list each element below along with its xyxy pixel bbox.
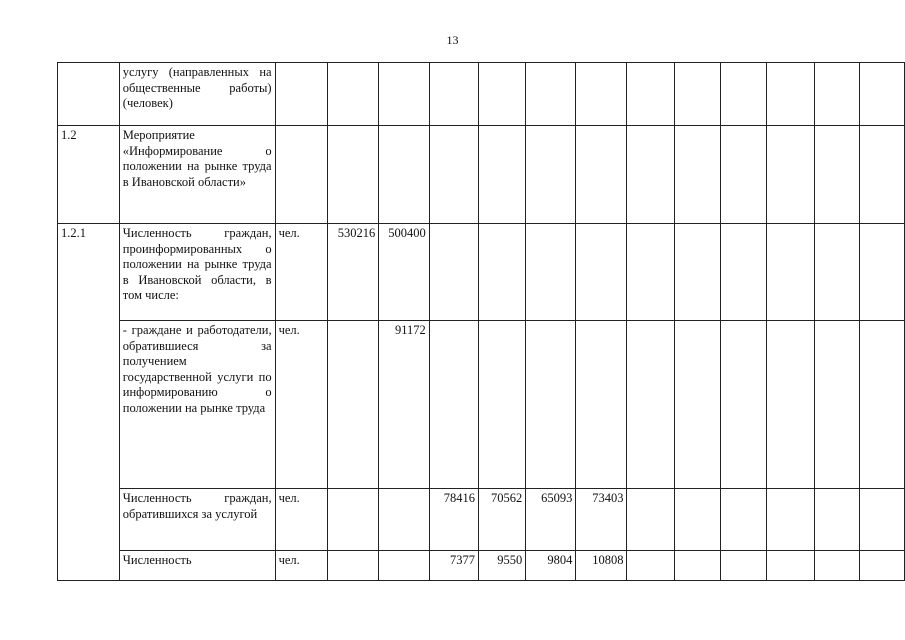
value-cell — [814, 126, 859, 224]
value-cell — [478, 126, 525, 224]
table-row — [58, 63, 905, 126]
value-cell — [526, 224, 576, 321]
row-description-cell: Численность граждан, проинформированных о положении на рынке труда в Ивановской области, в том числе: — [119, 224, 275, 321]
row-code-cell: 1.2.1 — [58, 224, 120, 581]
value-cell: 530216 — [327, 224, 378, 321]
value-cell — [627, 489, 675, 551]
row-code-cell: 1.2 — [58, 126, 120, 224]
value-cell — [721, 321, 766, 489]
value-cell — [766, 63, 814, 126]
row-unit-cell: чел. — [275, 551, 327, 581]
value-cell: 9804 — [526, 551, 576, 581]
value-cell — [627, 126, 675, 224]
value-cell — [327, 321, 378, 489]
value-cell — [379, 489, 430, 551]
row-unit-cell — [275, 63, 327, 126]
value-cell — [627, 551, 675, 581]
value-cell — [429, 126, 478, 224]
value-cell — [766, 224, 814, 321]
value-cell — [379, 126, 430, 224]
value-cell — [859, 489, 904, 551]
value-cell: 10808 — [576, 551, 627, 581]
value-cell — [379, 551, 430, 581]
value-cell — [627, 63, 675, 126]
value-cell — [721, 63, 766, 126]
value-cell — [766, 321, 814, 489]
value-cell — [721, 126, 766, 224]
table-row — [58, 224, 905, 321]
table-row — [58, 489, 905, 551]
value-cell — [859, 551, 904, 581]
value-cell — [814, 321, 859, 489]
value-cell — [814, 63, 859, 126]
row-description-cell: Мероприятие «Информирование о положении на рынке труда в Ивановской области» — [119, 126, 275, 224]
value-cell — [859, 321, 904, 489]
value-cell — [526, 126, 576, 224]
value-cell — [327, 489, 378, 551]
value-cell — [766, 551, 814, 581]
value-cell — [675, 126, 721, 224]
value-cell — [327, 126, 378, 224]
value-cell: 73403 — [576, 489, 627, 551]
value-cell — [576, 63, 627, 126]
value-cell — [814, 489, 859, 551]
value-cell — [379, 63, 430, 126]
value-cell — [721, 551, 766, 581]
value-cell — [429, 63, 478, 126]
value-cell — [766, 126, 814, 224]
value-cell — [429, 224, 478, 321]
value-cell — [675, 321, 721, 489]
value-cell — [576, 321, 627, 489]
value-cell: 65093 — [526, 489, 576, 551]
value-cell — [675, 63, 721, 126]
indicators-table — [57, 62, 905, 581]
value-cell: 500400 — [379, 224, 430, 321]
value-cell: 70562 — [478, 489, 525, 551]
value-cell — [526, 63, 576, 126]
value-cell — [675, 224, 721, 321]
value-cell — [429, 321, 478, 489]
value-cell — [721, 489, 766, 551]
value-cell — [859, 224, 904, 321]
value-cell: 78416 — [429, 489, 478, 551]
value-cell — [478, 63, 525, 126]
row-code-cell — [58, 63, 120, 126]
row-unit-cell: чел. — [275, 489, 327, 551]
value-cell — [327, 551, 378, 581]
row-unit-cell: чел. — [275, 224, 327, 321]
value-cell — [576, 126, 627, 224]
value-cell — [627, 224, 675, 321]
row-description-cell: Численность граждан, обратившихся за услугой — [119, 489, 275, 551]
table-row — [58, 551, 905, 581]
table-body — [58, 63, 905, 581]
value-cell: 91172 — [379, 321, 430, 489]
table-row — [58, 321, 905, 489]
value-cell — [478, 224, 525, 321]
value-cell — [627, 321, 675, 489]
value-cell — [576, 224, 627, 321]
row-description-cell: Численность — [119, 551, 275, 581]
value-cell — [859, 126, 904, 224]
value-cell: 9550 — [478, 551, 525, 581]
row-unit-cell: чел. — [275, 321, 327, 489]
value-cell — [526, 321, 576, 489]
row-description-cell: услугу (направленных на общественные работы) (человек) — [119, 63, 275, 126]
value-cell — [814, 551, 859, 581]
value-cell — [327, 63, 378, 126]
row-unit-cell — [275, 126, 327, 224]
value-cell — [675, 489, 721, 551]
row-description-cell: - граждане и работодатели, обратившиеся за получением государственной услуги по информированию о положении на рынке труда — [119, 321, 275, 489]
value-cell — [814, 224, 859, 321]
value-cell — [478, 321, 525, 489]
page-number: 13 — [446, 33, 459, 47]
table-row — [58, 126, 905, 224]
value-cell — [766, 489, 814, 551]
value-cell: 7377 — [429, 551, 478, 581]
value-cell — [721, 224, 766, 321]
value-cell — [675, 551, 721, 581]
value-cell — [859, 63, 904, 126]
